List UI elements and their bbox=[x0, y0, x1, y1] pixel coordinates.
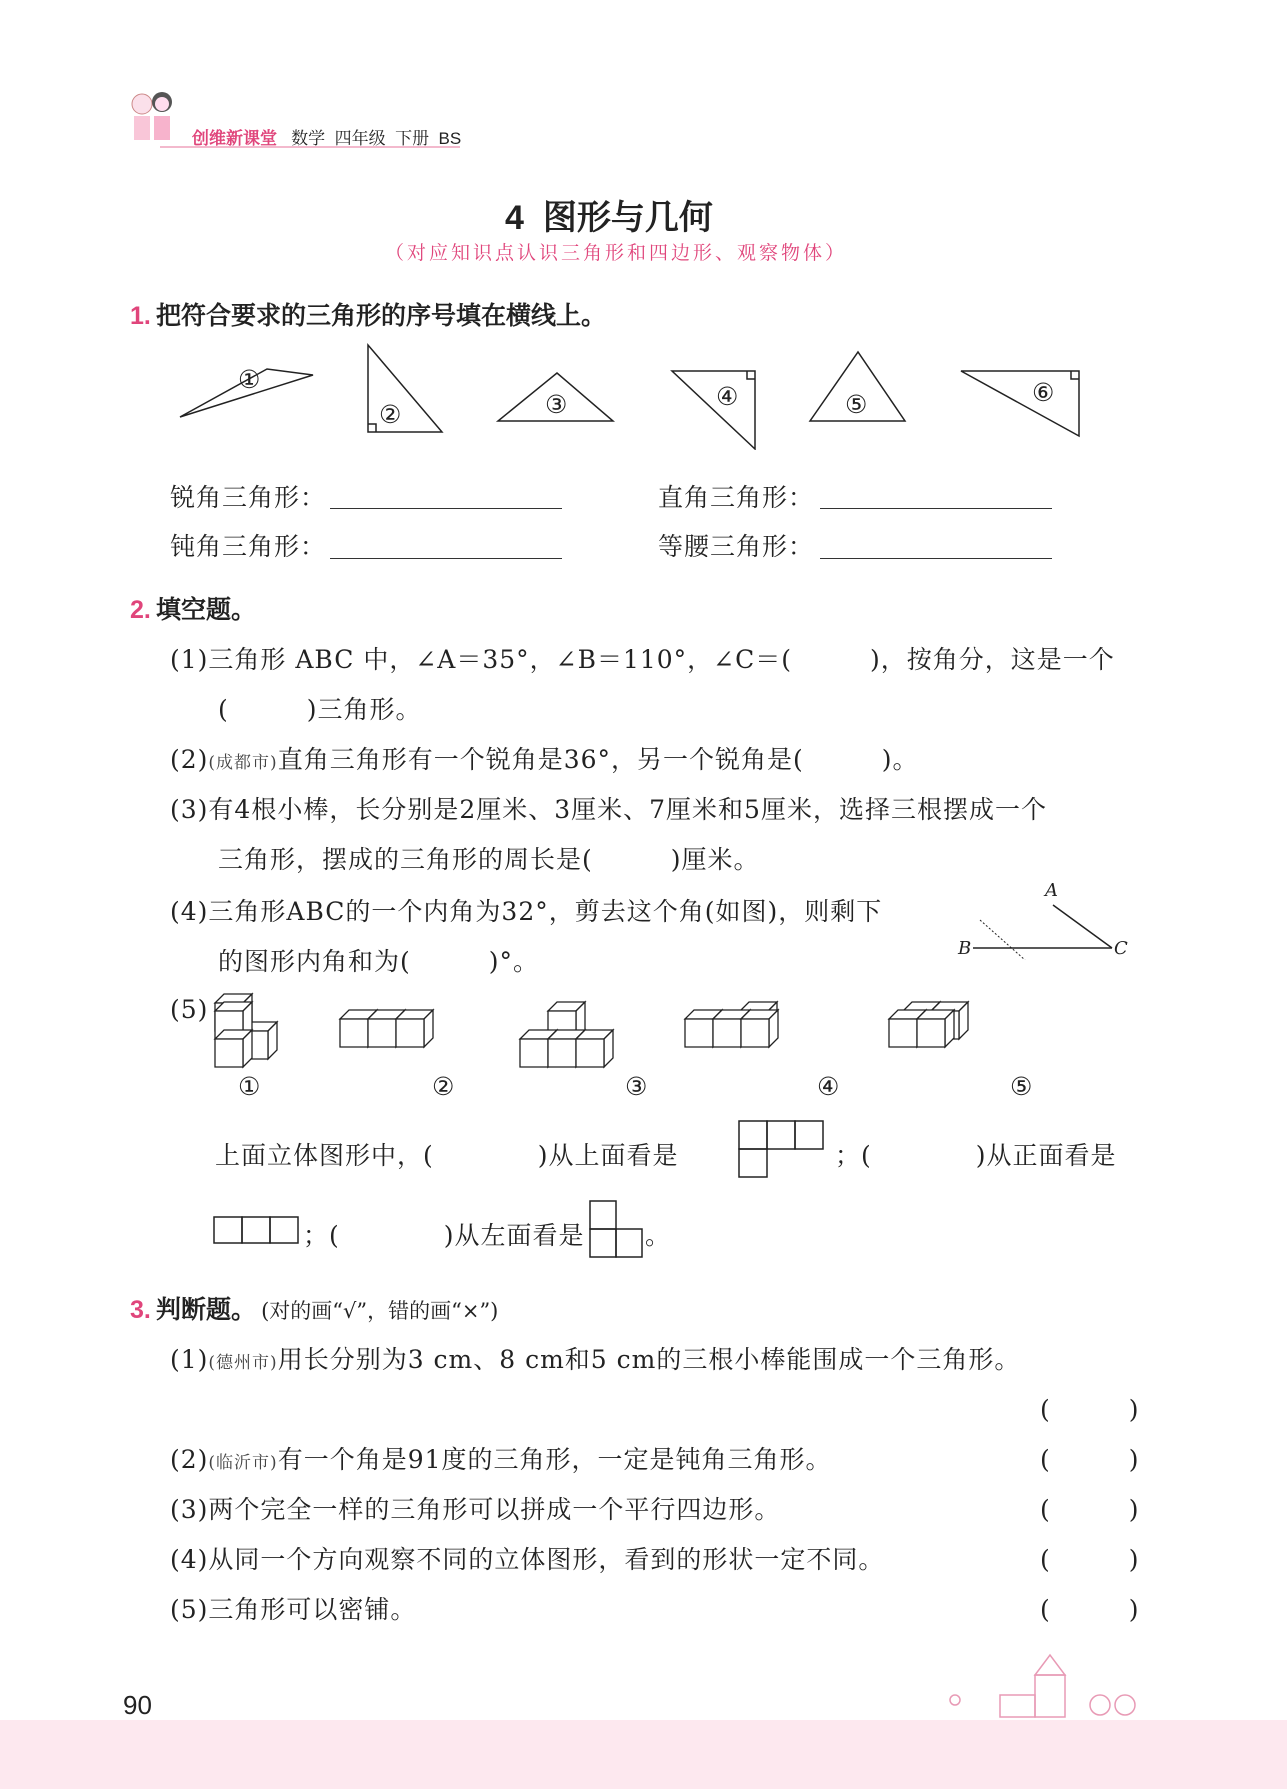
q2-item-1b: ( )三角形。 bbox=[218, 695, 422, 724]
right-label: 直角三角形： bbox=[658, 483, 815, 512]
triangle-label-1: ① bbox=[238, 365, 262, 394]
q2-item-1a: (1)三角形 ABC 中，∠A＝35°，∠B＝110°，∠C＝( )，按角分，这是一个 bbox=[170, 645, 1115, 674]
answer-parentheses[interactable]: ( ) bbox=[1040, 1595, 1140, 1624]
item-source: (德州市) bbox=[208, 1353, 278, 1373]
q3-number: 3. bbox=[130, 1296, 151, 1324]
page-title bbox=[505, 190, 713, 239]
vertex-c: C bbox=[1114, 938, 1128, 959]
q2-item-3b: 三角形，摆成的三角形的周长是( )厘米。 bbox=[218, 845, 760, 874]
volume: 下册 bbox=[395, 129, 430, 148]
subject: 数学 bbox=[291, 129, 326, 148]
obtuse-label: 钝角三角形： bbox=[170, 532, 327, 561]
item-number: (3) bbox=[170, 1495, 209, 1524]
q1-number: 1. bbox=[130, 302, 151, 330]
edition: BS bbox=[438, 129, 462, 148]
q3-title: 判断题。 bbox=[155, 1296, 256, 1324]
q2-item-5c: ；( )从左面看是 bbox=[303, 1221, 585, 1250]
vertex-b: B bbox=[958, 938, 972, 959]
q2-item-4b: 的图形内角和为( )°。 bbox=[218, 947, 540, 976]
judgment-item bbox=[170, 1540, 884, 1576]
solid-label-5: ⑤ bbox=[1010, 1072, 1034, 1101]
front-view-shape bbox=[213, 1216, 303, 1246]
judgment-item bbox=[170, 1590, 416, 1626]
triangle-label-2: ② bbox=[379, 400, 403, 429]
item-text: 两个完全一样的三角形可以拼成一个平行四边形。 bbox=[208, 1495, 781, 1524]
item-number: (4) bbox=[170, 1545, 209, 1574]
answer-parentheses[interactable]: ( ) bbox=[1040, 1395, 1140, 1424]
judgment-item bbox=[170, 1490, 780, 1526]
solid-label-4: ④ bbox=[817, 1072, 841, 1101]
item-text: 用长分别为3 cm、8 cm和5 cm的三根小棒能围成一个三角形。 bbox=[277, 1345, 1021, 1374]
triangle-4 bbox=[672, 371, 755, 449]
judgment-item bbox=[170, 1440, 832, 1476]
isosceles-label: 等腰三角形： bbox=[658, 532, 815, 561]
item-number: (1) bbox=[170, 1345, 209, 1374]
solid-label-1: ① bbox=[238, 1072, 262, 1101]
solids-figure bbox=[200, 985, 1100, 1075]
triangle-label-3: ③ bbox=[545, 390, 569, 419]
cube bbox=[396, 1010, 433, 1047]
triangles-figure bbox=[170, 340, 1090, 450]
chapter-subtitle: （对应知识点认识三角形和四边形、观察物体） bbox=[385, 242, 848, 264]
vertex-a: A bbox=[1045, 880, 1058, 901]
answer-parentheses[interactable]: ( ) bbox=[1040, 1545, 1140, 1574]
cube bbox=[741, 1010, 778, 1047]
acute-answer-line[interactable] bbox=[330, 508, 562, 509]
q2-item-2-num: (2) bbox=[170, 745, 209, 774]
isosceles-answer-line[interactable] bbox=[820, 558, 1052, 559]
triangle-6 bbox=[961, 371, 1079, 436]
obtuse-answer-line[interactable] bbox=[330, 558, 562, 559]
q2-item-5a: 上面立体图形中，( )从上面看是 bbox=[215, 1141, 679, 1170]
q2-item-5d: 。 bbox=[645, 1221, 672, 1250]
triangle-label-5: ⑤ bbox=[845, 390, 869, 419]
cut-triangle-figure bbox=[950, 880, 1130, 960]
item-text: 三角形可以密铺。 bbox=[208, 1595, 417, 1624]
q2-item-5-num: (5) bbox=[170, 995, 209, 1024]
triangle-label-4: ④ bbox=[716, 382, 740, 411]
cube bbox=[917, 1010, 954, 1047]
item-source: (临沂市) bbox=[208, 1453, 278, 1473]
chapter-title: 图形与几何 bbox=[542, 199, 713, 237]
chapter-number: 4 bbox=[505, 199, 524, 237]
q2-number: 2. bbox=[130, 596, 151, 624]
q2-item-2: 直角三角形有一个锐角是36°，另一个锐角是( )。 bbox=[277, 745, 919, 774]
item-text: 从同一个方向观察不同的立体图形，看到的形状一定不同。 bbox=[208, 1545, 885, 1574]
page-number: 90 bbox=[123, 1690, 152, 1720]
answer-parentheses[interactable]: ( ) bbox=[1040, 1445, 1140, 1474]
solid-label-2: ② bbox=[432, 1072, 456, 1101]
top-view-shape bbox=[738, 1120, 826, 1182]
cube bbox=[576, 1030, 613, 1067]
item-text: 有一个角是91度的三角形，一定是钝角三角形。 bbox=[277, 1445, 832, 1474]
answer-parentheses[interactable]: ( ) bbox=[1040, 1495, 1140, 1524]
left-view-shape bbox=[589, 1200, 649, 1260]
castle-decoration bbox=[940, 1650, 1170, 1720]
right-answer-line[interactable] bbox=[820, 508, 1052, 509]
cube bbox=[215, 1030, 252, 1067]
judgment-item bbox=[170, 1340, 1020, 1376]
bottom-band bbox=[0, 1720, 1287, 1789]
q2-item-5b: ；( )从正面看是 bbox=[835, 1141, 1117, 1170]
grade: 四年级 bbox=[334, 129, 386, 148]
q2-item-2-source: (成都市) bbox=[208, 753, 278, 773]
q1-title: 把符合要求的三角形的序号填在横线上。 bbox=[155, 302, 606, 330]
brand-name: 创维新课堂 bbox=[192, 129, 277, 148]
q3-note: (对的画“√”，错的画“×”) bbox=[261, 1299, 499, 1323]
item-number: (2) bbox=[170, 1445, 209, 1474]
q2-title: 填空题。 bbox=[155, 596, 256, 624]
triangle-label-6: ⑥ bbox=[1032, 378, 1056, 407]
item-number: (5) bbox=[170, 1595, 209, 1624]
q2-item-4a: (4)三角形ABC的一个内角为32°，剪去这个角(如图)，则剩下 bbox=[170, 897, 883, 926]
q2-item-3a: (3)有4根小棒，长分别是2厘米、3厘米、7厘米和5厘米，选择三根摆成一个 bbox=[170, 795, 1047, 824]
solid-label-3: ③ bbox=[625, 1072, 649, 1101]
acute-label: 锐角三角形： bbox=[170, 483, 327, 512]
